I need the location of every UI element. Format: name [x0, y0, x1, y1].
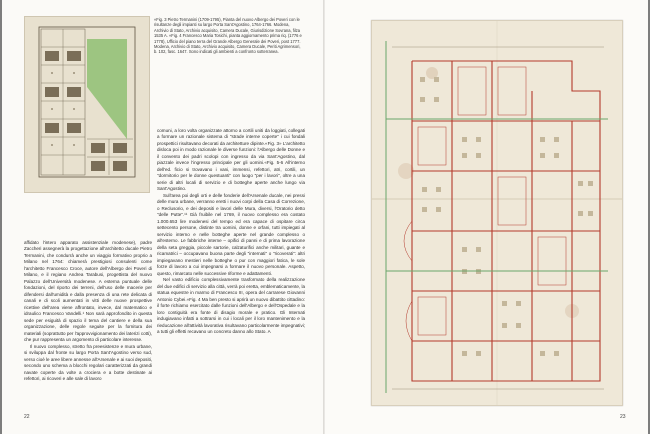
figure-caption: «Fig. 3 Pietro Termanini (1709-1795), Pianta del nuovo Albergo dei Poveri con le risultanze degli impianti su largo Porta Sant'Agostino, 1764-1766. Modena, Archivio di Stato, Archivio acquisito, Camera Ducale, Giurisdizione Sovrana, filza 1535 A. «Fig. 4 Francesco Maria Tosichi, pianta aggiornamento prima riq. (1776 e 1778), Ufficio del piano terra del Grande Albergo Generale dei Poveri, post 1777. Modena, Archivio di Stato, Archivio acquisito, Camera Ducale, Periti Agrimensori, b. 102, fasc. 1647. Sono indicati gli ambienti a confronto sotterranea. — [154, 17, 302, 55]
figure-floor-plan-large — [371, 20, 623, 406]
left-page — [2, 0, 325, 434]
figure-floor-plan-small — [24, 16, 150, 193]
text-column-right — [157, 128, 305, 336]
paragraph: Sull'area poi degli orti e delle fonderie dell'Arsenale ducale, nei pressi delle mura urbane, verranno eretti i nuovi corpi della Casa di Correzione, o Reclusorio, e dei depositi e lavori delle Mura, diversi, l'Oratorio detto "delle Putte".¹¹ Già fruibile nel 1769, il nuovo complesso era costato 1.000.653 lire modenesi del tempo ed era capace di ospitare circa settecento persone, distinte tra uomini, donne e orfani, tutti impiegati al servizio interno e nelle botteghe aperte nel grande complesso o all'esterno. Le fabbriche interne – opifici di panni e di prima lavorazione della seta greggia, piccole sartorie, calzaturifici anche militari, guante e ricamatrici – occupavano buona parte degli "internati" o "ricoverati": altri impiegavano mestieri nelle botteghe o pur con maggiori fatica, le sole forze di lavoro a cui impegnarsi a formare il nuovo personale. Aspetto, questo, rimarcato nelle successive riforme e adattamenti. — [157, 192, 305, 276]
text-column-left — [24, 240, 152, 383]
page-number-right: 23 — [620, 414, 626, 420]
large-floor-plan-drawing — [372, 21, 622, 405]
right-page — [325, 0, 648, 434]
paragraph: Il nuovo complesso, stretto fra preesistenze e mura urbane, si sviluppa dal fronte su largo Porta Sant'Agostino verso sud, verso cioè le aree libere annesse all'Arsenale e ai suoi depositi, secondo uno schema a blocchi regolari caratterizzati da grandi navate coperte da volte a crociera e a botte destinate ai refettori, ai ricoveri e alle sale di lavoro — [24, 343, 152, 382]
paragraph: affidato l'intero apparato assistenziale modenese), padre Zaccheri assegnerà la progettazione all'architetto ducale Pietro Termanini, che condurrà anche un viaggio formativo proprio a Milano nel 1764: chiamerà prestigiosi consulenti come l'architetto Francesco Croce, autore dell'Albergo dei Poveri di Milano, e il regiano Andrea Tarabusi, progettista del nuovo Palazzo dell'Università modenese. A esterna puntuale delle fondazioni, del riporto dei terreni, dell'uso delle macerie per difendersi dall'umidità e dalla presenza di una rete delicata di canali e di scoli aumentati in vitti delle nuove prospettive ricettive dell'area viene affrontato, invece, dal matematico e idraulico Francesco Vandelli.¹ Non sarà approfondito in questa sede per esiguità di spazio il tema del cantiere e della sua organizzazione, delle regole seguite per la fornitura dei materiali (soprattutto per l'approvvigionamento dei laterizi cotti), che pur rappresenta un argomento di particolare interesse. — [24, 240, 152, 343]
page-number-left: 22 — [24, 414, 30, 420]
paragraph: Nel vasto edificio complessivamente trasformato della realizzazione del due edifici di servizio alla città, verrà poi eretta, emblematicamente, la statua equestre in marmo di Francesco III, opera del carrarese Giovanni Antonio Cybei.«Fig. 4 Ma ben presto si aprirà un nuovo dibattito cittadino: il forte richiamo esercitato dalle funzioni dell'Albergo e dell'Ospedale e la loro contiguità era fonte di disagio morale e pratico. Gli Internati indugiavano infatti a sottrarsi in cui i locali per il loro mantenimento e la rieducazione all'attività lavorativa risultavano particolarmente impegnativi; a tutti gli effetti recavano un concreto danno allo Stato. A — [157, 277, 305, 335]
paragraph: comuni, a loro volta organizzate attorno a cortili uniti da loggiati, collegati a formare un razionale sistema di "strade interne coperte" i cui fondali prospettici risultavano decorati da architetture dipinte.«Fig. 3» L'architetto disloca poi in modo razionale le diverse funzioni: l'Albergo delle Donne e il convento dei padri scolopi con ingresso da via Sant'Agostino, dal piazzale invece l'ingresso principale per gli uomini.«Fig. 5-6 All'interno dell'ed. ficio si trovavano i vani, immensi, refettori, atri, cortili, un "dormitorio per le donne questuanti" con luogo "per i lavori", oltre a una serie di altri locali di servizio e di botteghe aperte anche lungo via Sant'Agostino. — [157, 128, 305, 192]
floor-plan-drawing — [25, 17, 149, 192]
